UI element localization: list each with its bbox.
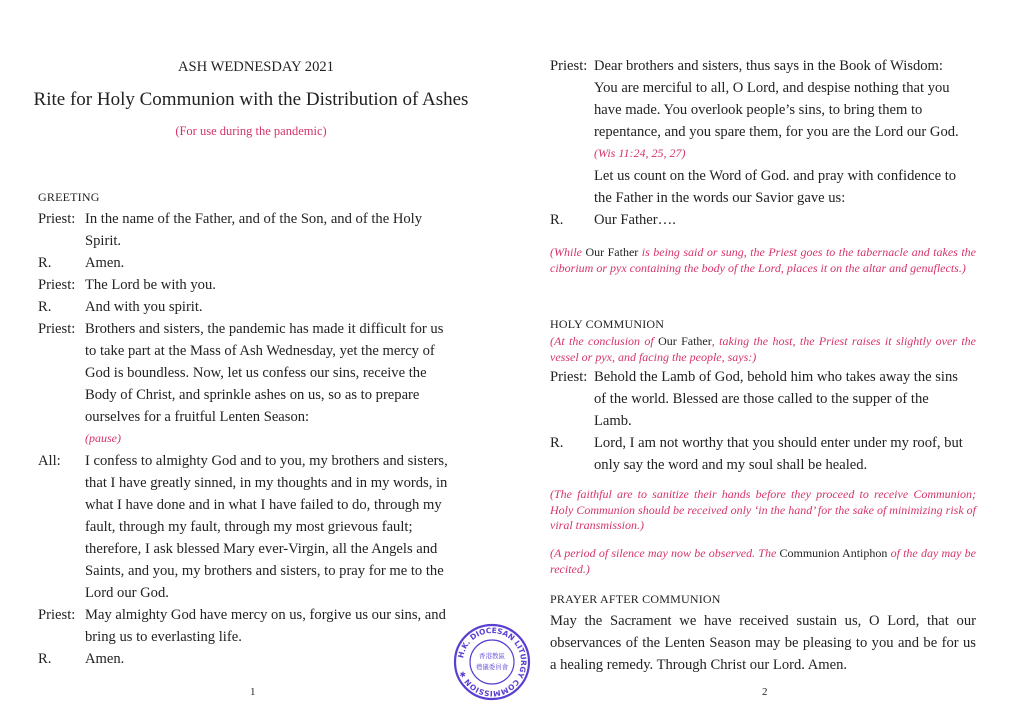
priest-line: Brothers and sisters, the pandemic has made it difficult for us: [85, 321, 444, 337]
holy-communion-heading: HOLY COMMUNION: [550, 317, 665, 331]
priest-line: The Lord be with you.: [85, 277, 216, 293]
speaker-priest: Priest:: [38, 211, 76, 227]
pause-rubric: (pause): [85, 431, 121, 445]
confiteor-line: that I have greatly sinned, in my thoughts and in my words, in: [85, 475, 448, 491]
confiteor-line: Lord our God.: [85, 585, 169, 601]
wisdom-line: Dear brothers and sisters, thus says in the Book of Wisdom:: [594, 58, 943, 74]
priest-line: Behold the Lamb of God, behold him who takes away the sins: [594, 369, 958, 385]
rubric-note: (The faithful are to sanitize their hands before they proceed to receive Communion; Holy Communion should be received only ‘in the hand’ for the sake of minimizing risk of viral transmission.): [550, 487, 976, 532]
speaker-priest: Priest:: [550, 369, 588, 385]
wisdom-line: You are merciful to all, O Lord, and despise nothing that you: [594, 80, 950, 96]
svg-text:H.K. DIOCESAN LITURGY COMMISSI: H.K. DIOCESAN LITURGY COMMISSION ✱: [456, 625, 529, 699]
speaker-r: R.: [38, 299, 52, 315]
rubric-note: (At the conclusion of Our Father, taking the host, the Priest raises it slightly over the vessel or pyx, and facing the people, says:): [550, 334, 976, 364]
response-line: Lord, I am not worthy that you should enter under my roof, but: [594, 435, 963, 451]
priest-line: Body of Christ, and sprinkle ashes on us, so as to prepare: [85, 387, 420, 403]
prayer-heading: PRAYER AFTER COMMUNION: [550, 592, 721, 606]
confiteor-line: what I have done and in what I have failed to do, through my: [85, 497, 442, 513]
priest-line: of the world. Blessed are those called to the supper of the: [594, 391, 929, 407]
priest-line: ourselves for a fruitful Lenten Season:: [85, 409, 310, 425]
priest-line: to take part at the Mass of Ash Wednesday, yet the mercy of: [85, 343, 435, 359]
confiteor-line: I confess to almighty God and to you, my brothers and sisters,: [85, 453, 448, 469]
wisdom-line: Let us count on the Word of God. and pray with confidence to: [594, 168, 957, 184]
priest-line: bring us to everlasting life.: [85, 629, 242, 645]
svg-text:香港教區: 香港教區: [479, 652, 505, 660]
priest-line: In the name of the Father, and of the Son, and of the Holy: [85, 211, 423, 227]
speaker-priest: Priest:: [38, 607, 76, 623]
speaker-r: R.: [38, 255, 52, 271]
priest-line: May almighty God have mercy on us, forgive us our sins, and: [85, 607, 446, 623]
speaker-all: All:: [38, 453, 61, 469]
wisdom-line: have made. You overlook people’s sins, to bring them to: [594, 102, 923, 118]
rubric-note: (While Our Father is being said or sung, the Priest goes to the tabernacle and takes the ciborium or pyx containing the body of the Lord, places it on the altar and genuflects.): [550, 245, 976, 275]
page-number: 2: [762, 686, 768, 698]
page-number: 1: [250, 686, 256, 698]
priest-line: Spirit.: [85, 233, 122, 249]
response-line: only say the word and my soul shall be healed.: [594, 457, 868, 473]
speaker-priest: Priest:: [38, 277, 76, 293]
speaker-r: R.: [550, 435, 564, 451]
response-line: Amen.: [85, 651, 125, 667]
page-title: ASH WEDNESDAY 2021: [178, 59, 334, 75]
priest-line: Lamb.: [594, 413, 632, 429]
greeting-heading: GREETING: [38, 190, 100, 204]
pandemic-note: (For use during the pandemic): [175, 124, 327, 138]
speaker-priest: Priest:: [550, 58, 588, 74]
confiteor-line: fault, through my fault, through my most grievous fault;: [85, 519, 413, 535]
page-2: [512, 0, 1024, 724]
confiteor-line: Saints, and you, my brothers and sisters, to pray for me to the: [85, 563, 444, 579]
response-line: Our Father….: [594, 212, 676, 228]
rubric-note: (A period of silence may now be observed. The Communion Antiphon of the day may be recited.): [550, 546, 976, 576]
priest-line: God is boundless. Now, let us confess our sins, receive the: [85, 365, 427, 381]
response-line: And with you spirit.: [85, 299, 203, 315]
speaker-r: R.: [38, 651, 52, 667]
scripture-reference: (Wis 11:24, 25, 27): [594, 146, 686, 160]
page-subtitle: Rite for Holy Communion with the Distribution of Ashes: [33, 89, 469, 110]
wisdom-line: the Father in the words our Savior gave us:: [594, 190, 846, 206]
confiteor-line: therefore, I ask blessed Mary ever-Virgin, all the Angels and: [85, 541, 438, 557]
speaker-r: R.: [550, 212, 564, 228]
speaker-priest: Priest:: [38, 321, 76, 337]
svg-text:禮儀委員會: 禮儀委員會: [475, 663, 509, 671]
response-line: Amen.: [85, 255, 125, 271]
wisdom-line: repentance, and you spare them, for you are the Lord our God.: [594, 124, 959, 140]
prayer-text: May the Sacrament we have received sustain us, O Lord, that our observances of the Lenten Season may be pleasing to you and be for us a healing remedy. Through Christ our Lord. Amen.: [550, 613, 976, 673]
